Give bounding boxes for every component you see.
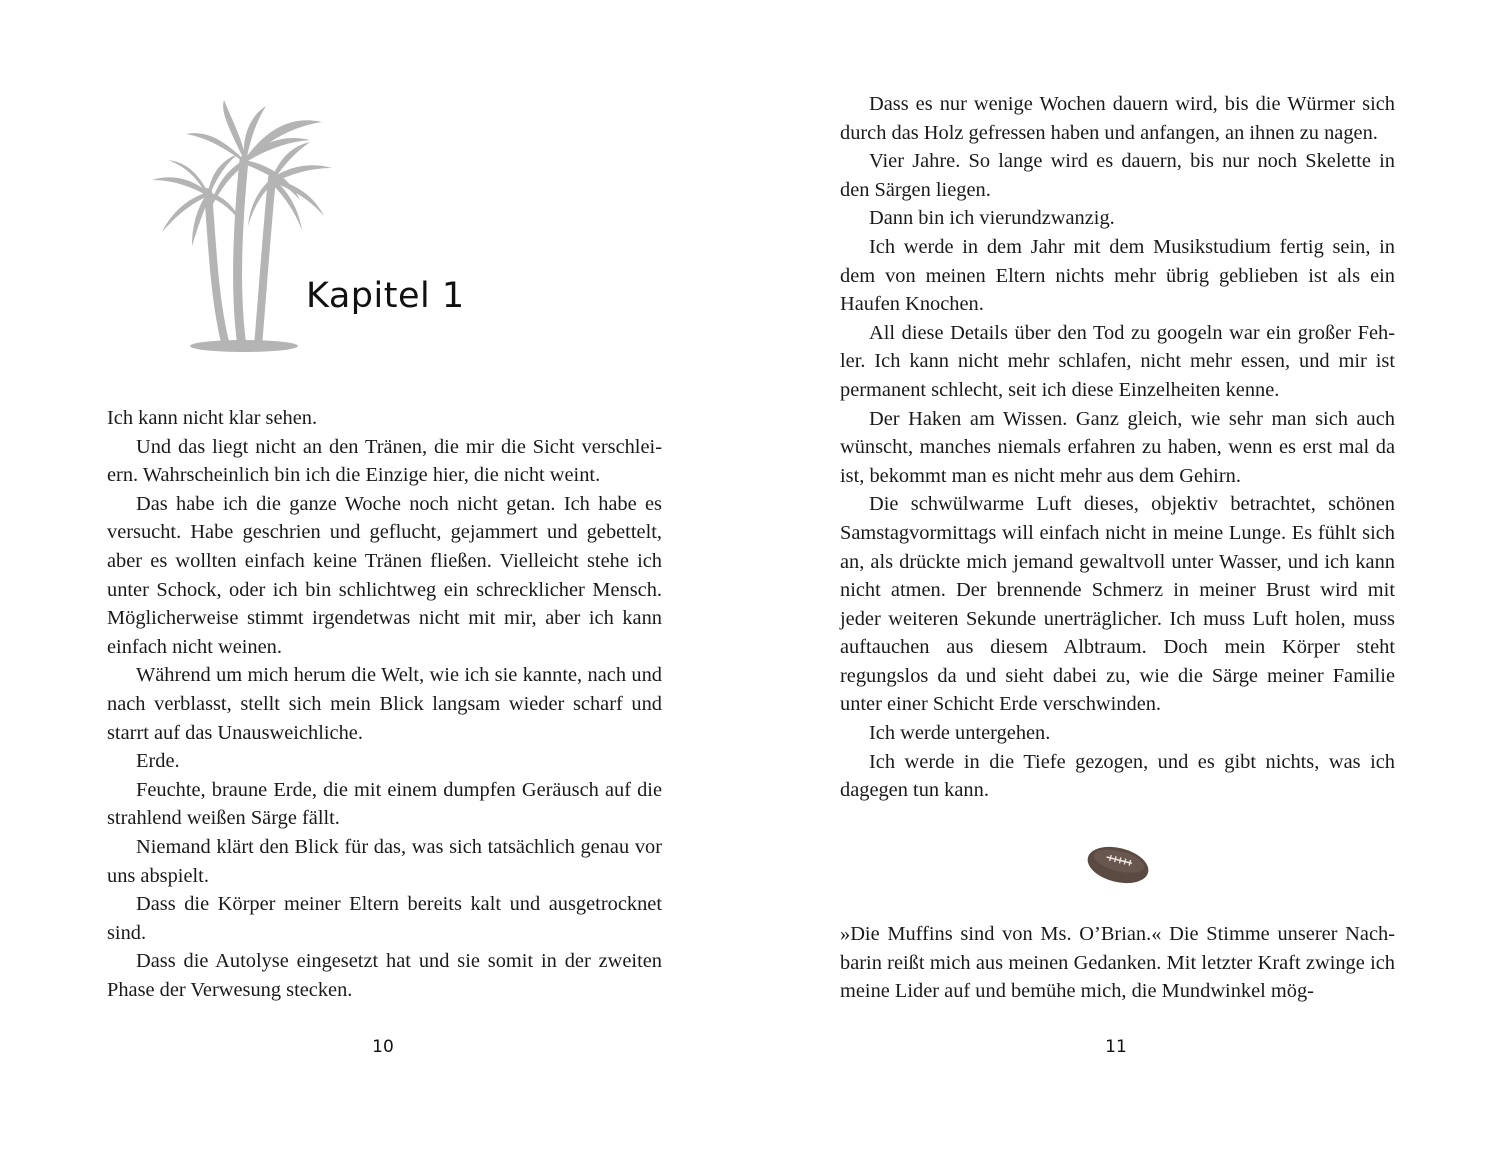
right-body-text: [840, 90, 1395, 805]
right-page: [750, 0, 1500, 1153]
football-icon: [1085, 843, 1151, 887]
paragraph: Ich werde in die Tiefe gezogen, und es gibt nichts, was ich dagegen tun kann.: [840, 750, 1395, 802]
paragraph: Feuchte, braune Erde, die mit einem dumpfen Geräusch auf die strahlend weißen Särge fällt.: [107, 778, 662, 830]
paragraph: Das habe ich die ganze Woche noch nicht getan. Ich habe es versucht. Habe geschrien und geflucht, gejammert und gebettelt, aber es wollten einfach keine Tränen fließen. Vielleicht stehe ich unter Schock, oder ich bin schlichtweg ein schrecklicher Mensch. Möglicherweise stimmt irgendetwas nicht mit mir, aber ich kann einfach nicht weinen.: [107, 492, 662, 658]
paragraph: Vier Jahre. So lange wird es dauern, bis nur noch Skelette in den Särgen liegen.: [840, 150, 1395, 201]
paragraph: Und das liegt nicht an den Tränen, die mir die Sicht verschleiern. Wahrscheinlich bin ich die Einzige hier, die nicht weint.: [107, 435, 662, 487]
paragraph: Der Haken am Wissen. Ganz gleich, wie sehr man sich auch wünscht, manches niemals erfahren zu haben, wenn es erst mal da ist, bekommt man es nicht mehr aus dem Gehirn.: [840, 407, 1395, 487]
paragraph: Dass die Körper meiner Eltern bereits kalt und ausgetrocknet sind.: [107, 893, 662, 944]
left-body-text: [107, 404, 662, 1004]
paragraph: Dass es nur wenige Wochen dauern wird, bis die Würmer sich durch das Holz gefressen haben und anfangen, an ihnen zu nagen.: [840, 93, 1395, 144]
palm-trees-icon: [150, 100, 340, 355]
paragraph: All diese Details über den Tod zu googeln war ein großer Fehler. Ich kann nicht mehr schlafen, nicht mehr essen, und mir ist permanent schlecht, seit ich diese Einzelheiten kenne.: [840, 321, 1395, 401]
paragraph: Niemand klärt den Blick für das, was sich tatsächlich genau vor uns abspielt.: [107, 835, 662, 887]
paragraph: Die schwülwarme Luft dieses, objektiv betrachtet, schönen Samstagvormittags will einfach nicht in meine Lunge. Es fühlt sich an, als drückte mich jemand gewaltvoll unter Wasser, und ich kann nicht atmen. Der brennende Schmerz in meiner Brust wird mit jeder weiteren Sekunde unerträglicher. Ich muss Luft holen, muss auftauchen aus diesem Albtraum. Doch mein Körper steht regungslos da und sieht dabei zu, wie die Särge meiner Familie unter einer Schicht Erde verschwinden.: [840, 493, 1395, 716]
paragraph: Dass die Autolyse eingesetzt hat und sie somit in der zweiten Phase der Verwesung stecken.: [107, 950, 662, 1001]
paragraph: Erde.: [136, 750, 180, 773]
paragraph: Dann bin ich vierundzwanzig.: [869, 207, 1115, 230]
paragraph: Ich werde untergehen.: [869, 722, 1051, 745]
paragraph: Während um mich herum die Welt, wie ich sie kannte, nach und nach verblasst, stellt sich mein Blick langsam wieder scharf und starrt auf das Unausweichliche.: [107, 664, 662, 744]
paragraph: Ich kann nicht klar sehen.: [107, 407, 318, 429]
right-body-text-continued: [840, 920, 1395, 1006]
page-number: 11: [1105, 1037, 1127, 1057]
page-number: 10: [372, 1037, 394, 1057]
chapter-heading: [150, 100, 510, 360]
chapter-title: Kapitel 1: [306, 276, 465, 316]
paragraph: »Die Muffins sind von Ms. O’Brian.« Die Stimme unserer Nachbarin reißt mich aus meinen Gedanken. Mit letzter Kraft zwinge ich meine Lider auf und bemühe mich, die Mundwinkel mög-: [840, 923, 1395, 1003]
paragraph: Ich werde in dem Jahr mit dem Musikstudium fertig sein, in dem von meinen Eltern nichts mehr übrig geblieben ist als ein Haufen Knochen.: [840, 235, 1395, 316]
